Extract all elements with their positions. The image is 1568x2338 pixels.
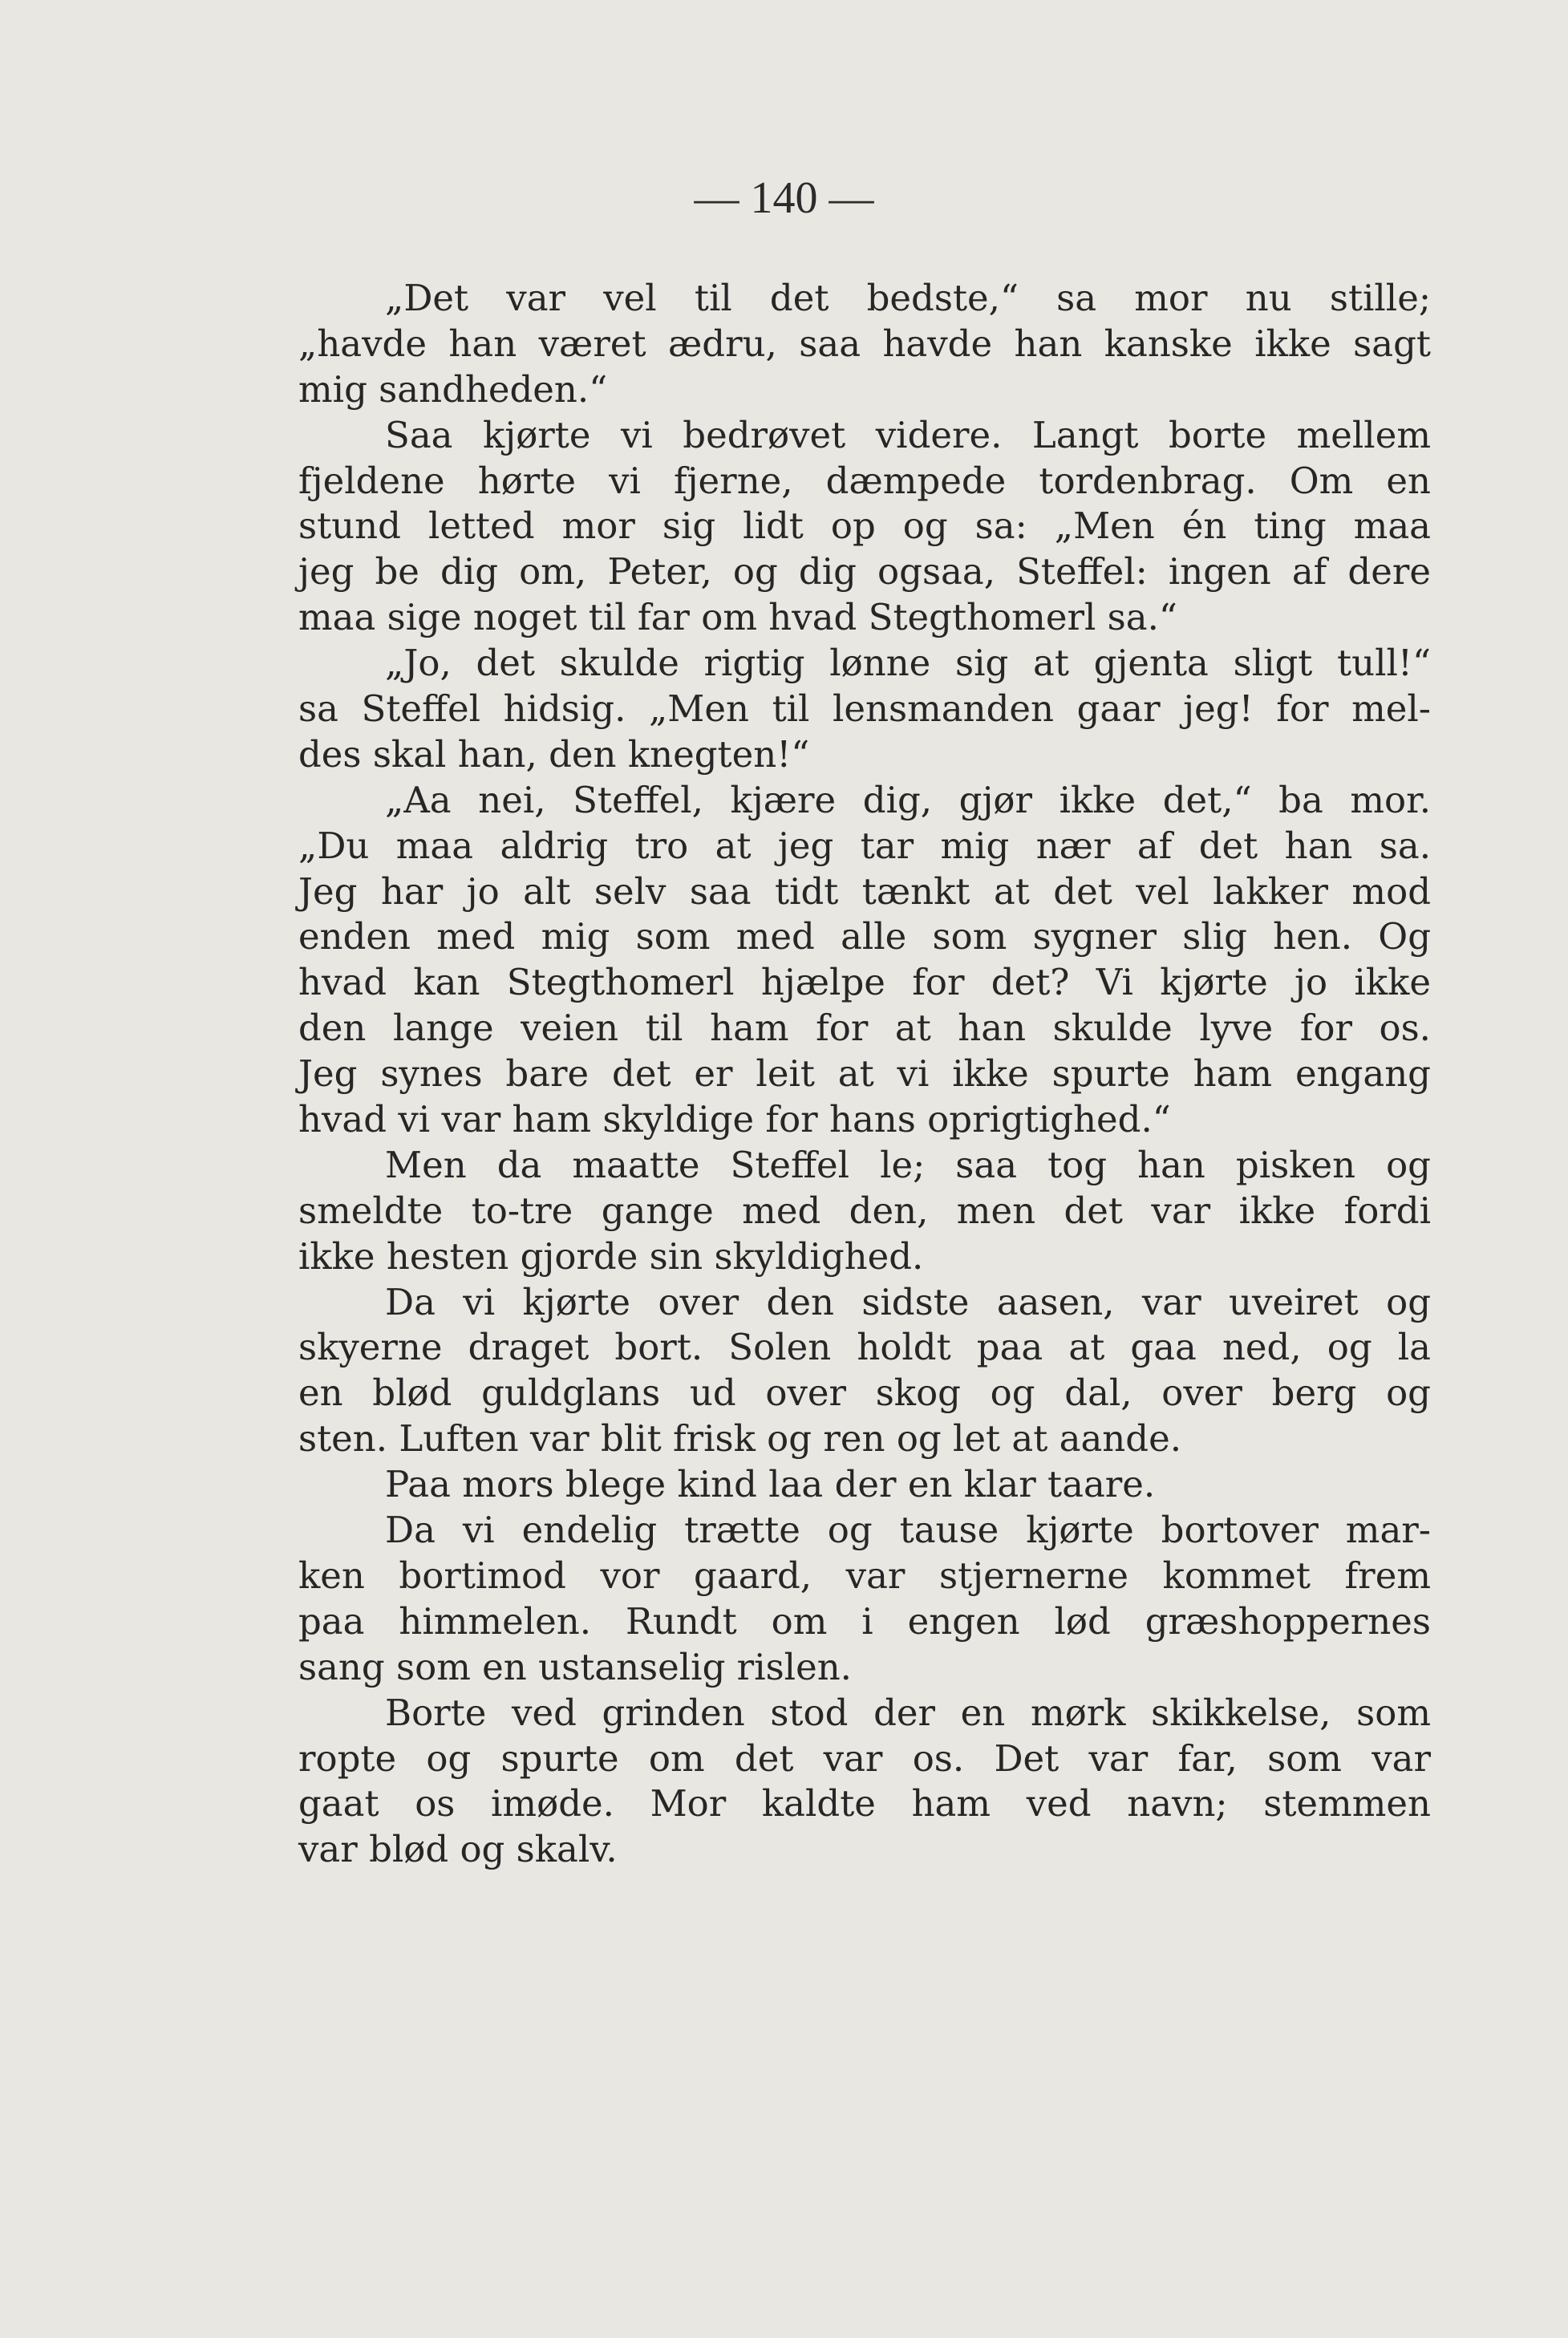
- text-line: Saa kjørte vi bedrøvet videre. Langt borte mellem: [385, 413, 1431, 456]
- text-line: „Jo, det skulde rigtig lønne sig at gjenta sligt tull!“: [385, 642, 1431, 685]
- text-line: hvad kan Stegthomerl hjælpe for det? Vi kjørte jo ikke: [298, 961, 1431, 1004]
- text-line: jeg be dig om, Peter, og dig ogsaa, Steffel: ingen af dere: [298, 550, 1431, 594]
- paragraph: [298, 641, 1431, 778]
- text-line: mig sandheden.“: [298, 367, 608, 411]
- text-line: „havde han været ædru, saa havde han kanske ikke sagt: [298, 322, 1431, 365]
- paragraph: [298, 1143, 1431, 1280]
- text-line: smeldte to-tre gange med den, men det var ikke fordi: [298, 1189, 1431, 1232]
- text-line: maa sige noget til far om hvad Stegthomerl sa.“: [298, 596, 1177, 639]
- text-line: enden med mig som med alle som sygner slig hen. Og: [298, 915, 1431, 958]
- text-line: sten. Luften var blit frisk og ren og let at aande.: [298, 1417, 1182, 1461]
- page-number: — 140 —: [694, 173, 874, 223]
- text-line: „Du maa aldrig tro at jeg tar mig nær af det han sa.: [298, 824, 1431, 867]
- text-line: des skal han, den knegten!“: [298, 732, 810, 776]
- text-line: Paa mors blege kind laa der en klar taare.: [385, 1463, 1156, 1506]
- paragraph: [298, 1691, 1431, 1874]
- text-line: Men da maatte Steffel le; saa tog han pisken og: [385, 1143, 1431, 1186]
- text-line: Jeg har jo alt selv saa tidt tænkt at det vel lakker mod: [298, 869, 1431, 913]
- text-line: fjeldene hørte vi fjerne, dæmpede tordenbrag. Om en: [298, 459, 1431, 502]
- text-line: stund letted mor sig lidt op og sa: „Men én ting maa: [298, 504, 1431, 548]
- paragraph: [298, 1462, 1431, 1508]
- paragraph: [298, 413, 1431, 641]
- text-line: „Det var vel til det bedste,“ sa mor nu stille;: [385, 277, 1431, 319]
- text-line: den lange veien til ham for at han skulde lyve for os.: [298, 1007, 1431, 1050]
- body-text: [298, 276, 1431, 1873]
- paragraph: [298, 1508, 1431, 1691]
- paragraph: [298, 778, 1431, 1143]
- text-line: ken bortimod vor gaard, var stjernerne kommet frem: [298, 1554, 1431, 1597]
- text-line: skyerne draget bort. Solen holdt paa at gaa ned, og la: [298, 1326, 1431, 1369]
- text-line: Borte ved grinden stod der en mørk skikkelse, som: [385, 1691, 1431, 1734]
- text-line: Jeg synes bare det er leit at vi ikke spurte ham engang: [298, 1052, 1431, 1096]
- text-line: ropte og spurte om det var os. Det var far, som var: [298, 1736, 1431, 1780]
- text-line: sang som en ustanselig rislen.: [298, 1645, 852, 1688]
- text-line: var blød og skalv.: [298, 1828, 618, 1871]
- text-line: Da vi endelig trætte og tause kjørte bortover mar-: [385, 1509, 1431, 1552]
- paragraph: [298, 276, 1431, 413]
- text-line: sa Steffel hidsig. „Men til lensmanden gaar jeg! for mel-: [298, 687, 1431, 731]
- text-line: ikke hesten gjorde sin skyldighed.: [298, 1234, 924, 1278]
- text-line: Da vi kjørte over den sidste aasen, var uveiret og: [385, 1280, 1431, 1323]
- paragraph: [298, 1280, 1431, 1463]
- text-line: paa himmelen. Rundt om i engen lød græshoppernes: [298, 1599, 1431, 1643]
- text-line: hvad vi var ham skyldige for hans oprigtighed.“: [298, 1098, 1171, 1141]
- text-line: en blød guldglans ud over skog og dal, over berg og: [298, 1372, 1431, 1415]
- text-line: „Aa nei, Steffel, kjære dig, gjør ikke det,“ ba mor.: [385, 778, 1431, 821]
- text-line: gaat os imøde. Mor kaldte ham ved navn; stemmen: [298, 1782, 1431, 1825]
